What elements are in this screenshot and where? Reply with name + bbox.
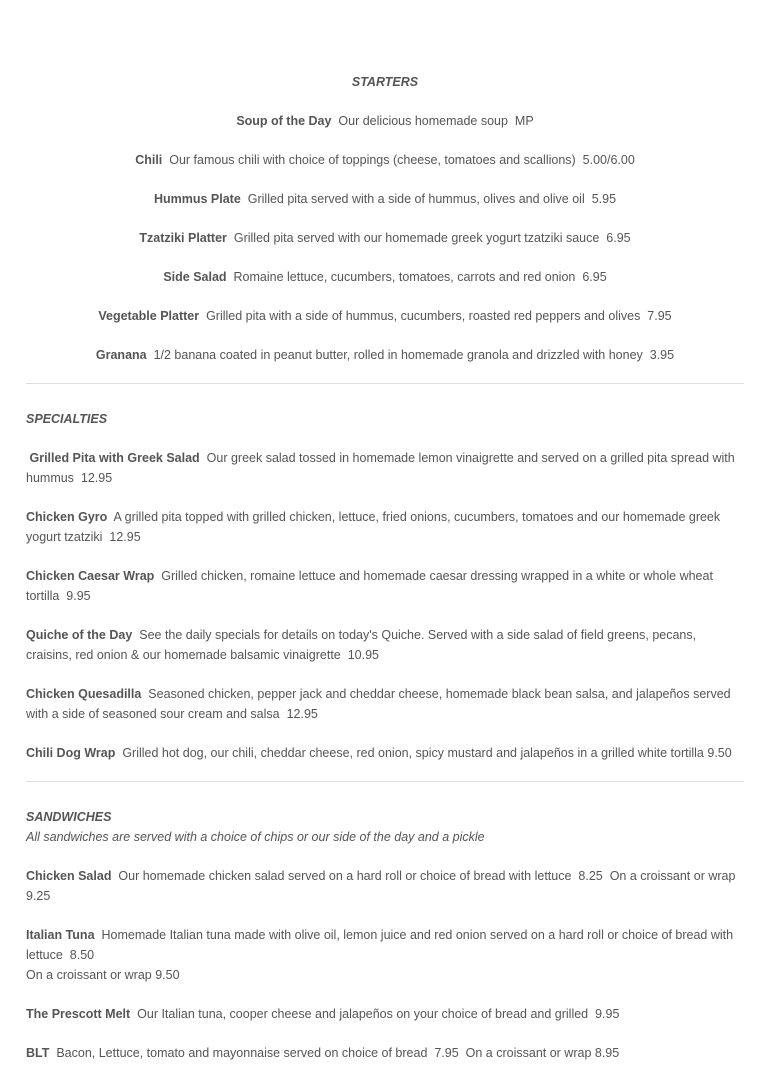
item-name: Chicken Gyro — [26, 510, 108, 524]
menu-item — [26, 1043, 744, 1063]
item-description: Grilled pita served with our homemade greek yogurt tzatziki sauce — [233, 231, 600, 245]
item-price: 9.50 — [707, 746, 732, 760]
item-price: MP — [514, 114, 534, 128]
sandwiches-heading: SANDWICHES — [26, 810, 112, 824]
item-name: Quiche of the Day — [26, 628, 133, 642]
item-description: Grilled pita served with a side of hummus, olives and olive oil — [247, 192, 585, 206]
item-name: Italian Tuna — [26, 928, 95, 942]
item-name: Hummus Plate — [153, 192, 241, 206]
item-description: See the daily specials for details on today's Quiche. Served with a side salad of field greens, pecans, craisins, red onion & our homemade balsamic vinaigrette — [26, 628, 697, 662]
item-description: Grilled chicken, romaine lettuce and homemade caesar dressing wrapped in a white or whole wheat tortilla — [26, 569, 713, 603]
item-price: 6.95 — [606, 231, 631, 245]
menu-item — [26, 306, 744, 326]
item-description: Bacon, Lettuce, tomato and mayonnaise served on choice of bread — [56, 1046, 428, 1060]
item-name: Vegetable Platter — [98, 309, 200, 323]
menu-item — [26, 866, 744, 906]
item-description: Homemade Italian tuna made with olive oil, lemon juice and red onion served on a hard roll or choice of bread with lettuce — [26, 928, 734, 962]
item-description: Our homemade chicken salad served on a hard roll or choice of bread with lettuce — [118, 869, 572, 883]
menu-item — [26, 448, 744, 488]
specialties-heading: SPECIALTIES — [26, 412, 108, 426]
item-price: 8.50 — [69, 948, 95, 962]
item-price: 7.95 — [647, 309, 672, 323]
menu-item — [26, 507, 744, 547]
item-price: 12.95 — [109, 530, 141, 544]
item-name: Chili — [135, 153, 163, 167]
item-description: Seasoned chicken, pepper jack and cheddar cheese, homemade black bean salsa, and jalapeños served with a side of seasoned sour cream and salsa — [26, 687, 731, 721]
sandwiches-note: All sandwiches are served with a choice of chips or our side of the day and a pickle — [26, 830, 485, 844]
item-name: Side Salad — [163, 270, 227, 284]
specialties-section — [26, 409, 744, 763]
item-name: Tzatziki Platter — [139, 231, 227, 245]
item-price: 3.95 — [649, 348, 675, 362]
item-description: Our greek salad tossed in homemade lemon vinaigrette and served on a grilled pita spread with hummus — [26, 451, 735, 485]
menu-item — [26, 743, 744, 763]
section-divider — [26, 383, 744, 384]
item-description: Our delicious homemade soup — [338, 114, 508, 128]
item-name: Chicken Salad — [26, 869, 112, 883]
item-name: Grilled Pita with Greek Salad — [29, 451, 200, 465]
item-description: Grilled hot dog, our chili, cheddar cheese, red onion, spicy mustard and jalapeños in a grilled white tortilla — [122, 746, 704, 760]
item-price: 8.25 — [578, 869, 603, 883]
item-name: Granana — [95, 348, 147, 362]
menu-item — [26, 189, 744, 209]
item-price: 5.00/6.00 — [582, 153, 635, 167]
menu-item-extra-line: On a croissant or wrap 9.50 — [26, 968, 180, 982]
menu-item — [26, 228, 744, 248]
item-price: 7.95 — [434, 1046, 459, 1060]
item-price: 5.95 — [591, 192, 617, 206]
menu-item — [26, 1004, 744, 1024]
menu-item — [26, 345, 744, 365]
menu-item — [26, 111, 744, 131]
item-description: Romaine lettuce, cucumbers, tomatoes, carrots and red onion — [233, 270, 576, 284]
item-name: Chicken Quesadilla — [26, 687, 142, 701]
item-description: A grilled pita topped with grilled chicken, lettuce, fried onions, cucumbers, tomatoes and our homemade greek yogurt tzatziki — [26, 510, 721, 544]
menu-item — [26, 625, 744, 665]
item-price: 10.95 — [347, 648, 379, 662]
item-name: Soup of the Day — [236, 114, 332, 128]
sandwiches-section — [26, 807, 744, 1063]
item-name: BLT — [26, 1046, 50, 1060]
menu-item — [26, 684, 744, 724]
section-divider — [26, 781, 744, 782]
item-price: 9.95 — [595, 1007, 620, 1021]
item-extra: On a croissant or wrap 9.25 — [26, 869, 736, 903]
item-price: 12.95 — [286, 707, 318, 721]
menu-item — [26, 150, 744, 170]
item-name: Chili Dog Wrap — [26, 746, 116, 760]
item-description: 1/2 banana coated in peanut butter, rolled in homemade granola and drizzled with honey — [153, 348, 643, 362]
item-price: 6.95 — [582, 270, 607, 284]
menu-item — [26, 566, 744, 606]
item-name: The Prescott Melt — [26, 1007, 131, 1021]
starters-section — [26, 72, 744, 365]
menu-item — [26, 267, 744, 287]
menu-content — [26, 72, 744, 1063]
item-description: Our Italian tuna, cooper cheese and jalapeños on your choice of bread and grilled — [137, 1007, 589, 1021]
item-price: 12.95 — [80, 471, 113, 485]
menu-item — [26, 925, 744, 965]
starters-heading: STARTERS — [351, 75, 419, 89]
item-description: Grilled pita with a side of hummus, cucumbers, roasted red peppers and olives — [206, 309, 641, 323]
item-price: 9.95 — [66, 589, 91, 603]
item-name: Chicken Caesar Wrap — [26, 569, 155, 583]
item-extra: On a croissant or wrap 8.95 — [465, 1046, 620, 1060]
item-description: Our famous chili with choice of toppings (cheese, tomatoes and scallions) — [169, 153, 576, 167]
